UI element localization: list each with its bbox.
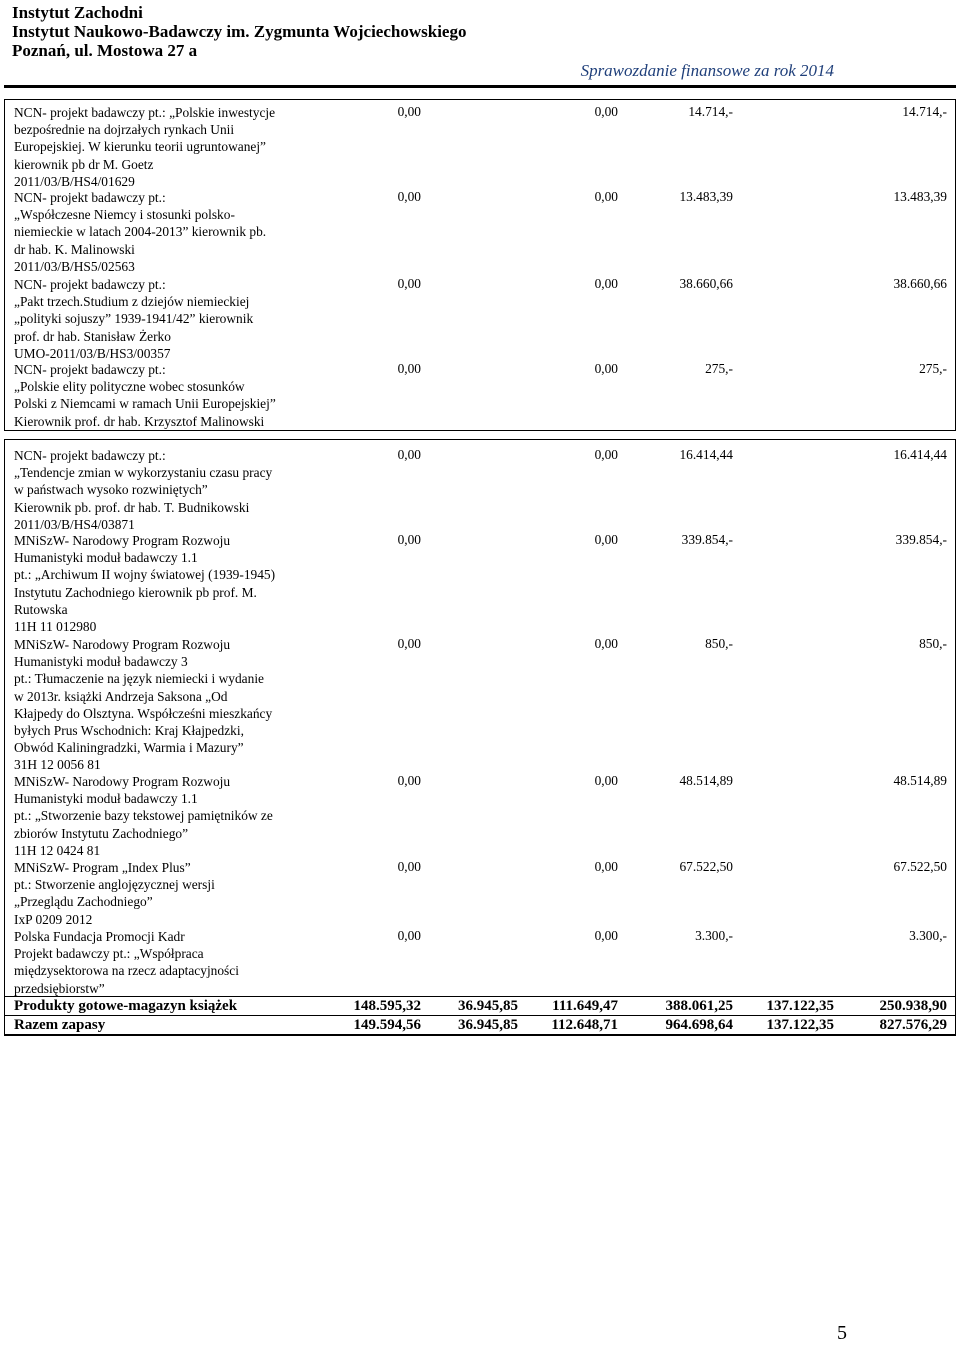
value-col-6: 38.660,66 — [893, 276, 947, 291]
value-col-2: 0,00 — [594, 636, 618, 651]
report-title: Sprawozdanie finansowe za rok 2014 — [580, 61, 834, 80]
value-col-3: 48.514,89 — [679, 773, 733, 788]
row-description: MNiSzW- Program „Index Plus” pt.: Stworzenie anglojęzycznej wersji „Przeglądu Zachodniego” IxP 0209 2012 — [14, 860, 215, 927]
value-col-3: 3.300,- — [695, 928, 733, 943]
value-col-3: 67.522,50 — [679, 859, 733, 874]
total-col-6: 827.576,29 — [879, 1017, 947, 1033]
total-col-2: 36.945,85 — [458, 998, 518, 1014]
total-label: Produkty gotowe-magazyn książek — [14, 998, 238, 1014]
value-col-6: 67.522,50 — [893, 859, 947, 874]
value-col-3: 339.854,- — [681, 532, 733, 547]
row-description: NCN- projekt badawczy pt.: „Polskie inwestycje bezpośrednie na dojrzałych rynkach Unii Europejskiej. W kierunku teorii ugruntowanej” kierownik pb dr M. Goetz 2011/03/B/HS4/01629 — [14, 105, 276, 189]
total-col-1: 149.594,56 — [353, 1017, 421, 1033]
total-col-4: 964.698,64 — [665, 1017, 733, 1033]
value-col-3: 16.414,44 — [679, 447, 733, 462]
total-col-3: 111.649,47 — [552, 998, 618, 1014]
total-col-1: 148.595,32 — [353, 998, 421, 1014]
value-col-2: 0,00 — [594, 447, 618, 462]
value-col-6: 275,- — [919, 361, 947, 376]
value-col-6: 339.854,- — [895, 532, 947, 547]
value-col-3: 275,- — [705, 361, 733, 376]
value-col-1: 0,00 — [397, 189, 421, 204]
row-description: MNiSzW- Narodowy Program Rozwoju Humanistyki moduł badawczy 3 pt.: Tłumaczenie na język niemiecki i wydanie w 2013r. książki Andrzeja Saksona „Od Kłajpedy do Olsztyna. Współcześni mieszkańcy byłych Prus Wschodnich: Kraj Kłajpedzki, Obwód Kaliningradzki, Warmia i Mazury” 31H 12 0056 81 — [14, 637, 273, 773]
total-col-4: 388.061,25 — [665, 998, 733, 1014]
total-col-3: 112.648,71 — [551, 1017, 618, 1033]
value-col-1: 0,00 — [397, 859, 421, 874]
value-col-2: 0,00 — [594, 859, 618, 874]
value-col-3: 850,- — [705, 636, 733, 651]
row-description: MNiSzW- Narodowy Program Rozwoju Humanistyki moduł badawczy 1.1 pt.: „Stworzenie bazy tekstowej pamiętników ze zbiorów Instytutu Zachodniego” 11H 12 0424 81 — [14, 774, 273, 858]
value-col-1: 0,00 — [397, 104, 421, 119]
value-col-6: 48.514,89 — [893, 773, 947, 788]
row-description: MNiSzW- Narodowy Program Rozwoju Humanistyki moduł badawczy 1.1 pt.: „Archiwum II wojny światowej (1939-1945) Instytutu Zachodniego kierownik pb prof. M. Rutowska 11H 11 012980 — [14, 533, 276, 635]
total-label: Razem zapasy — [14, 1017, 106, 1033]
value-col-3: 13.483,39 — [679, 189, 733, 204]
total-col-2: 36.945,85 — [458, 1017, 518, 1033]
value-col-1: 0,00 — [397, 361, 421, 376]
value-col-2: 0,00 — [594, 361, 618, 376]
total-col-5: 137.122,35 — [766, 1017, 834, 1033]
value-col-3: 38.660,66 — [679, 276, 733, 291]
value-col-2: 0,00 — [594, 189, 618, 204]
value-col-2: 0,00 — [594, 276, 618, 291]
row-description: NCN- projekt badawczy pt.: „Tendencje zmian w wykorzystaniu czasu pracy w państwach wysoko rozwiniętych” Kierownik pb. prof. dr hab. T. Budnikowski 2011/03/B/HS4/03871 — [14, 448, 273, 532]
row-description: NCN- projekt badawczy pt.: „Polskie elity polityczne wobec stosunków Polski z Niemcami w ramach Unii Europejskiej” Kierownik prof. dr hab. Krzysztof Malinowski — [14, 362, 276, 429]
row-description: NCN- projekt badawczy pt.: „Współczesne Niemcy i stosunki polsko- niemieckie w latach 2004-2013” kierownik pb. dr hab. K. Malinowski 2011/03/B/HS5/02563 — [14, 190, 267, 274]
value-col-1: 0,00 — [397, 773, 421, 788]
value-col-2: 0,00 — [594, 104, 618, 119]
value-col-6: 3.300,- — [909, 928, 947, 943]
value-col-2: 0,00 — [594, 532, 618, 547]
value-col-6: 16.414,44 — [893, 447, 947, 462]
value-col-6: 14.714,- — [902, 104, 947, 119]
value-col-1: 0,00 — [397, 928, 421, 943]
inventory-table-part-2 — [4, 439, 956, 1035]
total-col-6: 250.938,90 — [879, 998, 947, 1014]
value-col-1: 0,00 — [397, 636, 421, 651]
value-col-3: 14.714,- — [688, 104, 733, 119]
value-col-1: 0,00 — [397, 447, 421, 462]
institute-full-name: Instytut Naukowo-Badawczy im. Zygmunta Wojciechowskiego — [12, 22, 467, 41]
row-description: Polska Fundacja Promocji Kadr Projekt badawczy pt.: „Współpraca międzysektorowa na rzecz adaptacyjności przedsiębiorstw” — [14, 929, 239, 996]
inventory-table-part-1 — [4, 99, 956, 431]
total-row-finished-products — [4, 996, 956, 1016]
institute-name: Instytut Zachodni — [12, 3, 143, 22]
value-col-1: 0,00 — [397, 532, 421, 547]
total-col-5: 137.122,35 — [766, 998, 834, 1014]
value-col-2: 0,00 — [594, 773, 618, 788]
page-number: 5 — [837, 1322, 847, 1344]
total-row-inventory — [4, 1016, 956, 1036]
value-col-2: 0,00 — [594, 928, 618, 943]
institute-address: Poznań, ul. Mostowa 27 a — [12, 41, 198, 60]
header-divider — [4, 85, 956, 88]
value-col-6: 13.483,39 — [893, 189, 947, 204]
value-col-1: 0,00 — [397, 276, 421, 291]
value-col-6: 850,- — [919, 636, 947, 651]
row-description: NCN- projekt badawczy pt.: „Pakt trzech.Studium z dziejów niemieckiej „polityki sojuszy” 1939-1941/42” kierownik prof. dr hab. Stanisław Żerko UMO-2011/03/B/HS3/00357 — [14, 277, 254, 361]
